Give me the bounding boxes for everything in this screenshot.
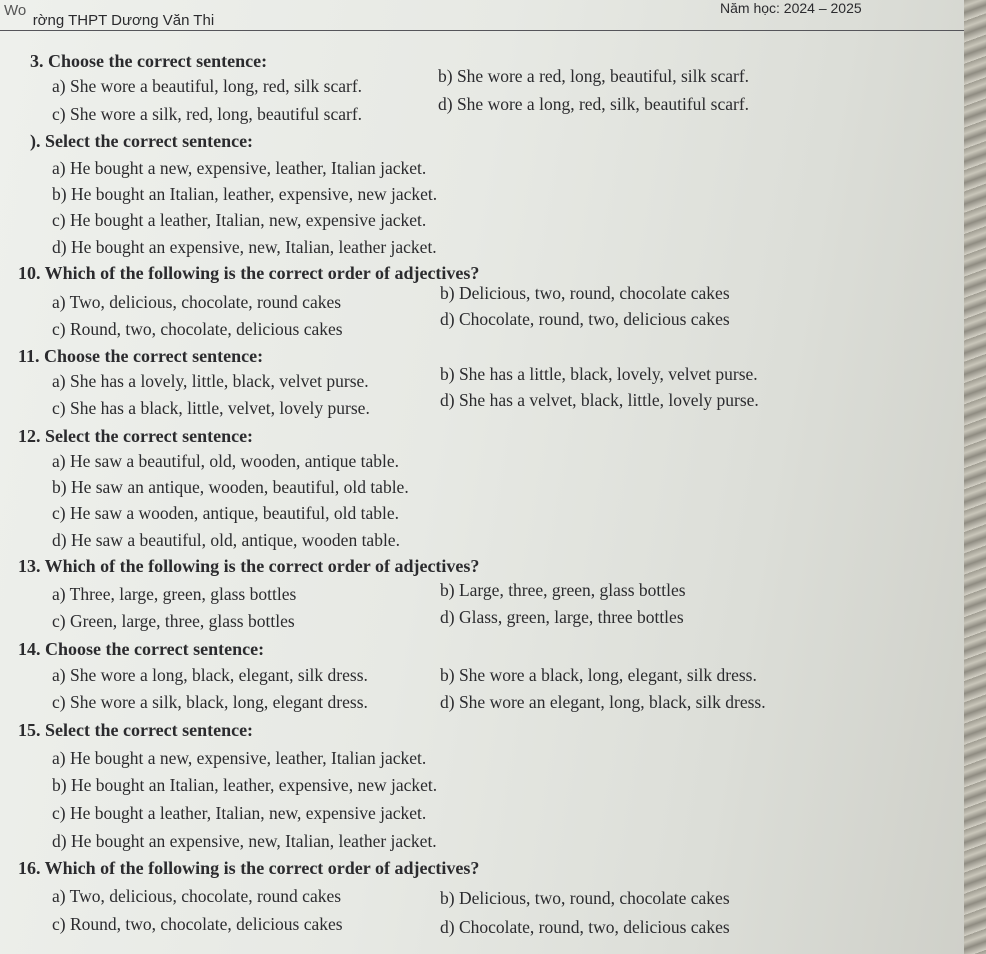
school-name: rờng THPT Dương Văn Thi: [32, 12, 215, 29]
answer-option: d) Chocolate, round, two, delicious cakes: [440, 309, 730, 329]
answer-option: a) Three, large, green, glass bottles: [52, 584, 297, 604]
answer-option: c) Round, two, chocolate, delicious cakes: [52, 319, 343, 339]
question-title: 14. Choose the correct sentence:: [18, 639, 265, 659]
question-title: 10. Which of the following is the correct order of adjectives?: [18, 263, 480, 283]
question-title: 16. Which of the following is the correct order of adjectives?: [18, 858, 480, 878]
answer-option: a) She wore a beautiful, long, red, silk scarf.: [52, 76, 363, 96]
answer-option: d) He bought an expensive, new, Italian, leather jacket.: [52, 237, 437, 257]
answer-option: b) Delicious, two, round, chocolate cakes: [440, 283, 730, 303]
answer-option: d) She has a velvet, black, little, lovely purse.: [440, 390, 759, 410]
answer-option: a) Two, delicious, chocolate, round cakes: [52, 292, 342, 312]
answer-option: c) He saw a wooden, antique, beautiful, old table.: [52, 503, 399, 523]
answer-option: d) She wore a long, red, silk, beautiful scarf.: [438, 94, 750, 114]
page-edge: [964, 0, 986, 954]
answer-option: d) She wore an elegant, long, black, silk dress.: [440, 692, 766, 712]
answer-option: b) Large, three, green, glass bottles: [440, 580, 686, 600]
answer-option: b) She has a little, black, lovely, velvet purse.: [440, 364, 758, 384]
answer-option: c) She wore a silk, black, long, elegant dress.: [52, 692, 368, 712]
answer-option: d) He saw a beautiful, old, antique, wooden table.: [52, 530, 400, 550]
answer-option: c) She has a black, little, velvet, lovely purse.: [52, 398, 370, 418]
answer-option: a) He saw a beautiful, old, wooden, antique table.: [52, 451, 399, 471]
answer-option: b) He bought an Italian, leather, expensive, new jacket.: [52, 184, 438, 204]
answer-option: c) She wore a silk, red, long, beautiful scarf.: [52, 104, 363, 124]
answer-option: a) Two, delicious, chocolate, round cakes: [52, 886, 342, 906]
answer-option: b) She wore a red, long, beautiful, silk scarf.: [438, 66, 750, 86]
question-title: ). Select the correct sentence:: [30, 131, 254, 151]
answer-option: a) He bought a new, expensive, leather, Italian jacket.: [52, 158, 427, 178]
school-year: Năm học: 2024 – 2025: [720, 0, 862, 16]
question-title: 3. Choose the correct sentence:: [30, 51, 268, 71]
handwritten-note: Wo: [4, 2, 27, 19]
answer-option: a) She wore a long, black, elegant, silk dress.: [52, 665, 368, 685]
answer-option: b) Delicious, two, round, chocolate cakes: [440, 888, 730, 908]
answer-option: c) He bought a leather, Italian, new, expensive jacket.: [52, 803, 427, 823]
answer-option: c) Green, large, three, glass bottles: [52, 611, 295, 631]
answer-option: c) He bought a leather, Italian, new, expensive jacket.: [52, 210, 427, 230]
question-title: 12. Select the correct sentence:: [18, 426, 254, 446]
answer-option: d) Glass, green, large, three bottles: [440, 607, 684, 627]
answer-option: a) He bought a new, expensive, leather, Italian jacket.: [52, 748, 427, 768]
answer-option: d) He bought an expensive, new, Italian, leather jacket.: [52, 831, 437, 851]
answer-option: b) He bought an Italian, leather, expensive, new jacket.: [52, 775, 438, 795]
answer-option: c) Round, two, chocolate, delicious cakes: [52, 914, 343, 934]
question-title: 13. Which of the following is the correct order of adjectives?: [18, 556, 480, 576]
question-title: 15. Select the correct sentence:: [18, 720, 254, 740]
answer-option: a) She has a lovely, little, black, velvet purse.: [52, 371, 369, 391]
answer-option: b) She wore a black, long, elegant, silk dress.: [440, 665, 757, 685]
answer-option: b) He saw an antique, wooden, beautiful, old table.: [52, 477, 409, 497]
question-title: 11. Choose the correct sentence:: [18, 346, 264, 366]
answer-option: d) Chocolate, round, two, delicious cakes: [440, 917, 730, 937]
